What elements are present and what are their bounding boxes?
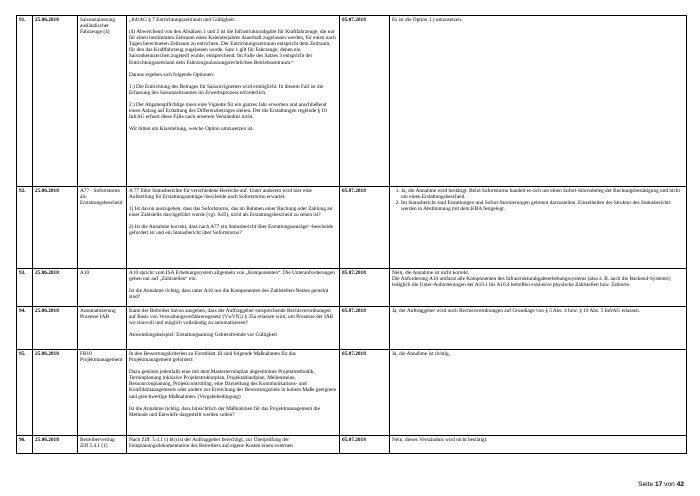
answer-cell <box>390 350 687 436</box>
answer-cell <box>390 187 687 269</box>
answer-list <box>392 188 684 212</box>
question-cell <box>127 307 340 350</box>
table-row <box>17 16 687 187</box>
topic-cell: Saisonzulassung ausländischer Fahrzeuge (4) <box>78 16 127 187</box>
answer-paragraph: Ja, der Auftraggeber wird noch Rechtsverordnungen auf Grundlage von § 5 Abs. 4 bzw. § 10 Abs. 5 InfrAG erlassen. <box>392 308 640 314</box>
topic-cell: A10 <box>78 269 127 307</box>
question-cell <box>127 350 340 436</box>
answer-list-item: 2. Im Statusbericht sind Erstattungen und Sofort-Stornierungen getrennt darzustellen. Einzelheiten der Struktur des Statusberichts werden in Abstimmung mit dem KBA festgelegt. <box>401 200 684 212</box>
topic-cell: A77 - Sofortstorno als Erstattungsbescheid <box>78 187 127 269</box>
question-paragraph: (4) Abweichend von den Absätzen 1 und 2 ist die Infrastrukturabgabe für Kraftfahrzeuge, die nur für einen bestimmten Zeitraum eines Kalenderjahres dauerhaft zugelassen werden, für einen nach Tagen berechneten Zeitraum zu entrichten. Der Entrichtungszeitraum entspricht dem Zeitraum, für den das Kraftfahrzeug zugelassen wurde. Satz 1 gilt für Fahrzeuge, denen ein Saisonkennzeichen zugeteilt wurde, entsprechend. Im Falle des Satzes 3 entspricht der Entrichtungszeitraum dem Fahrzeugzulassungsrechtlichen Betriebszeitraum.“ <box>129 29 336 66</box>
answer-date: 05.07.2018 <box>340 269 390 307</box>
question-date: 25.06.2018 <box>33 16 78 187</box>
page-label: Seite <box>638 481 654 488</box>
current-page: 17 <box>654 481 663 488</box>
qa-table <box>16 15 687 454</box>
answer-date: 05.07.2018 <box>340 307 390 350</box>
answer-date: 05.07.2018 <box>340 350 390 436</box>
question-paragraph: „InfrAG § 7 Entrichtungszeitraum und Gültigkeit: <box>129 17 236 23</box>
row-number: 94. <box>17 307 33 350</box>
answer-paragraph: Die Anforderung A10 umfasst alle Komponenten des Infrastrukturabgabeerhebungssystems (also z. B. auch die Backend-Systeme); lediglich die Unter-Anforderungen der A10.1 bis A10.4 betreffen exklusive physische Zahlstellen bzw. Zahlorte. <box>392 276 672 289</box>
answer-date: 05.07.2018 <box>340 187 390 269</box>
table-row <box>17 187 687 269</box>
question-paragraph: 2.) Der Abgabenpflichtige muss eine Vignette für ein ganzes Jahr erwerben und anschließend einen Antrag auf Erstattung des Differenzbetrages stellen. Der die Erstattungen regelnde § 10 InfrAG erfasst diese Fälle nach unserem Verständnis nicht. <box>129 101 327 121</box>
answer-cell <box>390 16 687 187</box>
table-row <box>17 436 687 454</box>
question-paragraph: 1.) Die Entrichtung des Betrages für Saisonvignetten wird ermöglicht. In diesem Fall ist die Erfassung des Saisonzeitraumes im Erwerbsprozess erforderlich. <box>129 83 324 96</box>
question-paragraph: 1) Ist davon auszugehen, dass das Sofortstorno, das im Rahmen einer Buchung oder Zahlung an einer Zahlstelle durchgeführt wurde (vgl. A45), nicht als Erstattungsbescheid zu sehen ist? <box>129 206 333 219</box>
topic-cell: FB10 Projektmanagement <box>78 350 127 436</box>
question-paragraph: Nach Ziff. 5.4.1 c) bb) ist der Auftraggeber berechtigt, zur Überprüfung der Feinplanungsdokumentation des Betreibers auf eigene Kosten einen externen <box>129 437 293 450</box>
topic-cell: Automatisierung Prozesse IAB <box>78 307 127 350</box>
question-paragraph: 2) Ist die Annahme korrekt, dass nach A77 ein Statusbericht über Erstattungsanträge/ -bescheide gefordert ist und ein Statusbericht über Sofortstorno? <box>129 224 334 237</box>
row-number: 93. <box>17 269 33 307</box>
question-paragraph: Wir bitten um Klarstellung, welche Option umzusetzen ist. <box>129 126 254 133</box>
question-cell <box>127 269 340 307</box>
answer-cell <box>390 307 687 350</box>
question-date: 25.06.2018 <box>33 307 78 350</box>
row-number: 96. <box>17 436 33 454</box>
row-number: 92. <box>17 187 33 269</box>
total-pages: 42 <box>676 481 684 488</box>
row-number: 95. <box>17 350 33 436</box>
question-paragraph: Anwendungsbeispiel: Erstattungsantrag Gebietsfremde vor Gültigkeit <box>129 332 277 339</box>
question-date: 25.06.2018 <box>33 187 78 269</box>
page-separator: von <box>664 481 675 488</box>
question-paragraph: A10 spricht vom ISA Erhebungssystem allgemein von „Komponenten“. Die Unteranforderungen gehen nur auf „Zahlstellen“ ein. <box>129 270 335 283</box>
answer-paragraph: Nein, dieses Verständnis wird nicht bestätigt. <box>392 437 488 443</box>
question-paragraph: Ist die Annahme richtig, dass hinsichtlich der Maßnahmen für das Projektmanagement die Methode und Entwürfe dargestellt werden sollen? <box>129 405 320 418</box>
question-paragraph: A 77 führt Statusberichte für verschiedene Bereiche auf. Unter anderem wird hier eine Aufstellung für Erstattungsanträge/-bescheide nach Sofortstorno erwartet. <box>129 188 312 201</box>
question-date: 25.06.2018 <box>33 436 78 454</box>
question-cell <box>127 16 340 187</box>
question-date: 25.06.2018 <box>33 350 78 436</box>
answer-date: 05.07.2018 <box>340 16 390 187</box>
question-paragraph: Daraus ergeben sich folgende Optionen: <box>129 71 215 78</box>
answer-date: 05.07.2018 <box>340 436 390 454</box>
answer-cell <box>390 436 687 454</box>
page-footer <box>638 481 684 488</box>
table-row <box>17 269 687 307</box>
row-number: 91. <box>17 16 33 187</box>
topic-cell: Betreibervertrag Ziff 5.4.1 (1) <box>78 436 127 454</box>
answer-cell <box>390 269 687 307</box>
question-cell <box>127 187 340 269</box>
question-paragraph: Dazu gehören jedenfalls eine mit dem Masterterminplan abgestimmte Projektmethodik, Terminplanung inklusive Projektstrukturplan, Projektablaufplan, Meilensteine, Ressourcenplanung, Projektcontrolling, eine Darstellung des Kommunikations- und Konfliktmanagements oder andere zur Erreichung der Bewertungsziele in hohem Maße geeignete und gleichwertige Maßnahmen. (Vergabebedingung) <box>129 369 337 400</box>
question-cell <box>127 436 340 454</box>
answer-list-item: 1. Ja, die Annahme wird bestätigt. Beim Sofortstorno handelt es sich um einen Sofort-Stornobeleg der Buchungsbestätigung und nicht um einen Erstattungsbescheid. <box>401 188 684 200</box>
question-paragraph: In den Bewertungskriterien zu Formblatt 10 sind folgende Maßnahmen für das Projektmanagement gefordert: <box>129 351 296 364</box>
answer-paragraph: Nein, die Annahme ist nicht korrekt. <box>392 270 470 276</box>
table-row <box>17 307 687 350</box>
answer-paragraph: Es ist die Option 1.) umzusetzen. <box>392 17 463 23</box>
answer-paragraph: Ja, die Annahme ist richtig. <box>392 351 450 357</box>
question-date: 25.06.2018 <box>33 269 78 307</box>
question-paragraph: Kann der Betreiber davon ausgehen, dass der Auftraggeber entsprechende Rechtsverordnungen auf Basis von Verwaltungsverfahrensgesetz (VwVfG) § 35a erlassen wird, um Prozesse der IAB wo sinnvoll und möglich vollständig zu automatisieren? <box>129 308 334 327</box>
question-paragraph: Ist die Annahme richtig, dass unter A10 nur die Komponenten des Zahlstellen-Netzes gemeint sind? <box>129 288 329 301</box>
table-row <box>17 350 687 436</box>
